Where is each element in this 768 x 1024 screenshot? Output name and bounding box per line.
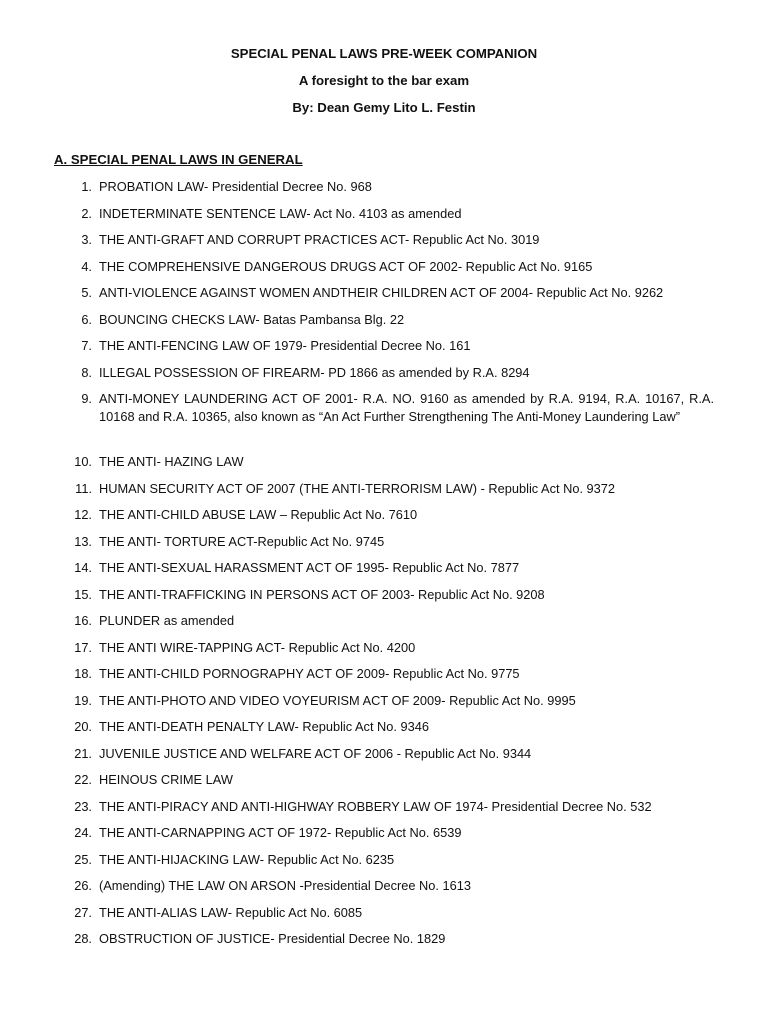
list-item [0, 559, 768, 586]
document-subtitle: A foresight to the bar exam [298, 73, 470, 88]
list-item-text: THE ANTI-HIJACKING LAW- Republic Act No. 6235 [99, 851, 395, 867]
list-item-text: THE COMPREHENSIVE DANGEROUS DRUGS ACT OF 2002- Republic Act No. 9165 [99, 258, 593, 274]
list-item-number: 27. [74, 904, 92, 920]
list-item-number: 14. [74, 560, 92, 575]
list-item-number: 28. [74, 931, 92, 946]
list-item [0, 877, 768, 904]
list-item [0, 930, 768, 957]
list-item [0, 904, 768, 931]
list-item-number: 17. [74, 639, 92, 655]
list-item [0, 824, 768, 851]
list-item-number: 7. [81, 338, 92, 353]
list-item-text: THE ANTI-CARNAPPING ACT OF 1972- Republic Act No. 6539 [99, 825, 462, 840]
list-item-text: PROBATION LAW- Presidential Decree No. 968 [99, 179, 372, 194]
list-item-number: 9. [81, 391, 92, 406]
document-title: SPECIAL PENAL LAWS PRE-WEEK COMPANION [230, 46, 538, 61]
list-item [0, 311, 768, 338]
list-item [0, 453, 768, 480]
list-item-text: THE ANTI-DEATH PENALTY LAW- Republic Act No. 9346 [99, 719, 429, 734]
list-item-number: 10. [74, 454, 92, 469]
list-item-number: 25. [74, 851, 92, 867]
list-item [0, 258, 768, 285]
list-item [0, 745, 768, 772]
list-item-text: HEINOUS CRIME LAW [99, 772, 233, 787]
list-item-number: 2. [81, 205, 92, 221]
list-item-number: 22. [74, 772, 92, 787]
list-item [0, 284, 768, 311]
list-item-text: THE ANTI-TRAFFICKING IN PERSONS ACT OF 2003- Republic Act No. 9208 [99, 586, 545, 602]
list-item [0, 506, 768, 533]
list-item-number: 15. [74, 586, 92, 602]
list-item-number: 12. [74, 507, 92, 522]
list-item [0, 533, 768, 560]
list-item-number: 26. [74, 878, 92, 893]
list-item-text: THE ANTI-PHOTO AND VIDEO VOYEURISM ACT OF 2009- Republic Act No. 9995 [99, 692, 576, 708]
list-item-text: THE ANTI-ALIAS LAW- Republic Act No. 6085 [99, 904, 363, 920]
list-item-text: THE ANTI WIRE-TAPPING ACT- Republic Act No. 4200 [99, 639, 416, 655]
document-author: By: Dean Gemy Lito L. Festin [292, 100, 476, 115]
list-item-number: 19. [74, 692, 92, 708]
list-item [0, 231, 768, 258]
list-item-text: ANTI-MONEY LAUNDERING ACT OF 2001- R.A. NO. 9160 as amended by R.A. 9194, R.A. 10167, R.A. 10168 and R.A. 10365, also known as “An Act Further Strengthening The Anti-Money Laundering Law” [99, 391, 714, 425]
list-item-text: THE ANTI-CHILD ABUSE LAW – Republic Act No. 7610 [99, 507, 418, 522]
list-item [0, 851, 768, 878]
list-item-text: THE ANTI- TORTURE ACT-Republic Act No. 9745 [99, 533, 385, 549]
list-item-number: 5. [81, 285, 92, 300]
list-item-number: 1. [81, 179, 92, 194]
list-item [0, 798, 768, 825]
list-item-text: THE ANTI-GRAFT AND CORRUPT PRACTICES ACT- Republic Act No. 3019 [99, 232, 540, 247]
list-item-text: ANTI-VIOLENCE AGAINST WOMEN ANDTHEIR CHILDREN ACT OF 2004- Republic Act No. 9262 [99, 285, 664, 300]
list-item-text: THE ANTI-FENCING LAW OF 1979- Presidential Decree No. 161 [99, 338, 471, 353]
list-item [0, 771, 768, 798]
list-item [0, 639, 768, 666]
list-item-number: 20. [74, 719, 92, 734]
list-item [0, 586, 768, 613]
list-item-text: BOUNCING CHECKS LAW- Batas Pambansa Blg. 22 [99, 311, 405, 327]
list-item [0, 480, 768, 507]
list-item [0, 337, 768, 364]
list-item [0, 390, 768, 453]
list-item-number: 6. [81, 311, 92, 327]
list-item [0, 205, 768, 232]
list-item-number: 4. [81, 258, 92, 274]
list-item-number: 11. [75, 480, 92, 496]
law-list [0, 178, 768, 957]
list-item-number: 18. [74, 666, 92, 681]
list-item [0, 178, 768, 205]
list-item-text: PLUNDER as amended [99, 613, 235, 628]
list-item-text: THE ANTI- HAZING LAW [99, 454, 244, 469]
list-item-number: 13. [74, 533, 92, 549]
list-item [0, 718, 768, 745]
list-item-number: 24. [74, 825, 92, 840]
list-item-text: ILLEGAL POSSESSION OF FIREARM- PD 1866 as amended by R.A. 8294 [99, 364, 530, 380]
list-item-text: THE ANTI-SEXUAL HARASSMENT ACT OF 1995- Republic Act No. 7877 [99, 560, 520, 575]
section-heading: A. SPECIAL PENAL LAWS IN GENERAL [54, 152, 303, 167]
list-item-number: 23. [74, 798, 92, 814]
list-item-text: HUMAN SECURITY ACT OF 2007 (THE ANTI-TERRORISM LAW) - Republic Act No. 9372 [99, 480, 616, 496]
list-item [0, 612, 768, 639]
list-item-text: (Amending) THE LAW ON ARSON -Presidential Decree No. 1613 [99, 878, 471, 893]
document-header [0, 46, 768, 127]
list-item [0, 692, 768, 719]
list-item [0, 364, 768, 391]
list-item-number: 3. [81, 232, 92, 247]
list-item-number: 16. [74, 613, 92, 628]
list-item [0, 665, 768, 692]
list-item-text: OBSTRUCTION OF JUSTICE- Presidential Decree No. 1829 [99, 931, 446, 946]
list-item-text: INDETERMINATE SENTENCE LAW- Act No. 4103 as amended [99, 205, 462, 221]
list-item-text: THE ANTI-CHILD PORNOGRAPHY ACT OF 2009- Republic Act No. 9775 [99, 666, 520, 681]
list-item-text: THE ANTI-PIRACY AND ANTI-HIGHWAY ROBBERY LAW OF 1974- Presidential Decree No. 532 [99, 798, 652, 814]
list-item-number: 21. [74, 745, 92, 761]
list-item-number: 8. [81, 364, 92, 380]
list-item-text: JUVENILE JUSTICE AND WELFARE ACT OF 2006 - Republic Act No. 9344 [99, 745, 532, 761]
